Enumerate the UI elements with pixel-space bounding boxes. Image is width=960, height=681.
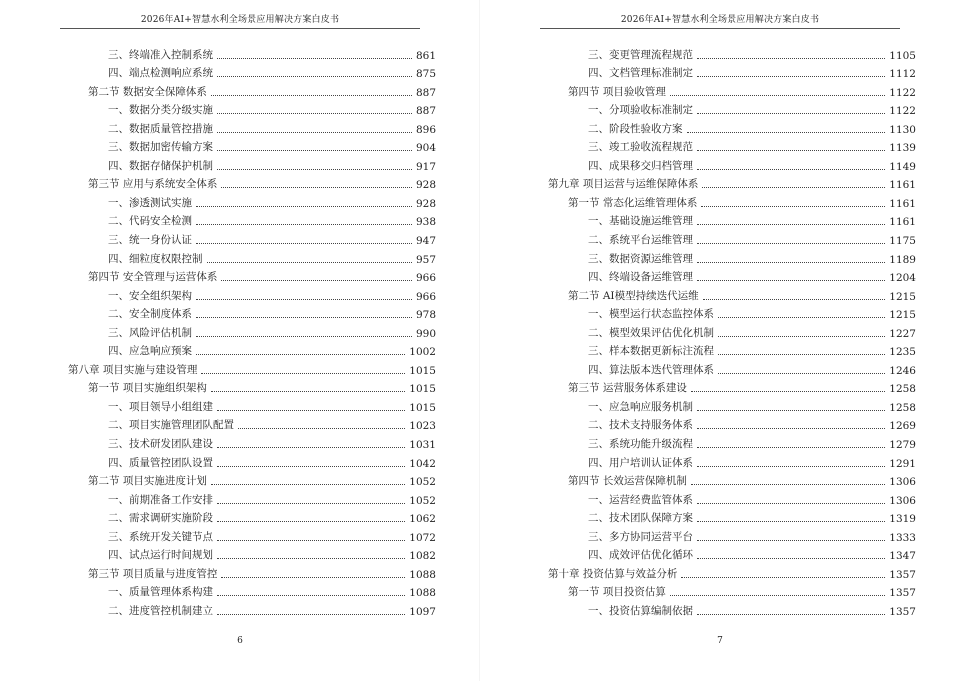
- toc-item[interactable]: [64, 321, 436, 340]
- toc-entry-page: 1139: [889, 142, 916, 155]
- dot-leader: [196, 243, 412, 244]
- toc-entry-page: 1258: [889, 401, 916, 414]
- toc-entry-title: 一、项目领导小组组建: [108, 400, 213, 413]
- toc-entry-page: 1097: [409, 605, 436, 618]
- toc-entry-title: 第四节 安全管理与运营体系: [88, 271, 218, 284]
- toc-item[interactable]: [544, 228, 916, 247]
- toc-entry-title: 四、用户培训认证体系: [588, 456, 693, 469]
- toc-entry-page: 1088: [409, 568, 436, 581]
- dot-leader: [211, 391, 405, 392]
- toc-entry-page: 1319: [889, 513, 916, 526]
- toc-entry-page: 1357: [889, 587, 916, 600]
- toc-entry-page: 1161: [889, 197, 916, 210]
- toc-item[interactable]: [544, 525, 916, 544]
- toc-section[interactable]: [64, 266, 436, 285]
- dot-leader: [217, 540, 405, 541]
- toc-entry-title: 三、终端准入控制系统: [108, 48, 213, 61]
- toc-entry-title: 四、成果移交归档管理: [588, 159, 693, 172]
- dot-leader: [697, 76, 885, 77]
- toc-item[interactable]: [64, 525, 436, 544]
- toc-entry-title: 第三节 应用与系统安全体系: [88, 178, 218, 191]
- dot-leader: [217, 132, 412, 133]
- toc-entry-page: 887: [415, 105, 436, 118]
- toc-entry-title: 三、数据加密传输方案: [108, 141, 213, 154]
- toc-entry-page: 1235: [889, 346, 916, 359]
- dot-leader: [718, 354, 885, 355]
- toc-entry-page: 1306: [889, 494, 916, 507]
- toc-entry-page: 1031: [409, 439, 436, 452]
- toc-entry-page: 938: [415, 216, 436, 229]
- toc-item[interactable]: [64, 414, 436, 433]
- dot-leader: [697, 521, 885, 522]
- toc-item[interactable]: [544, 599, 916, 618]
- toc-section[interactable]: [544, 284, 916, 303]
- toc-entry-title: 三、技术研发团队建设: [108, 438, 213, 451]
- toc-section[interactable]: [544, 80, 916, 99]
- toc-entry-page: 1161: [889, 216, 916, 229]
- toc-entry-title: 二、数据质量管控措施: [108, 122, 213, 135]
- toc-entry-title: 四、数据存储保护机制: [108, 159, 213, 172]
- toc-entry-page: 1015: [409, 383, 436, 396]
- toc-item[interactable]: [544, 340, 916, 359]
- toc-item[interactable]: [64, 303, 436, 322]
- toc-entry-title: 二、进度管控机制建立: [108, 604, 213, 617]
- dot-leader: [217, 503, 405, 504]
- dot-leader: [196, 224, 412, 225]
- dot-leader: [196, 354, 405, 355]
- toc-chapter[interactable]: [64, 358, 436, 377]
- toc-item[interactable]: [544, 62, 916, 81]
- toc-page-right: [480, 0, 960, 681]
- toc-entry-title: 一、运营经费监管体系: [588, 493, 693, 506]
- dot-leader: [697, 150, 885, 151]
- toc-entry-page: 1227: [889, 327, 916, 340]
- dot-leader: [217, 58, 412, 59]
- toc-entry-title: 四、质量管控团队设置: [108, 456, 213, 469]
- dot-leader: [670, 595, 885, 596]
- dot-leader: [697, 113, 885, 114]
- toc-entry-page: 1042: [409, 457, 436, 470]
- toc-entry-title: 第四节 长效运营保障机制: [568, 475, 687, 488]
- dot-leader: [718, 336, 885, 337]
- toc-entry-title: 第三节 运营服务体系建设: [568, 382, 687, 395]
- dot-leader: [217, 113, 412, 114]
- toc-item[interactable]: [64, 488, 436, 507]
- toc-entry-page: 928: [415, 197, 436, 210]
- toc-item[interactable]: [544, 507, 916, 526]
- toc-item[interactable]: [64, 228, 436, 247]
- toc-item[interactable]: [64, 395, 436, 414]
- toc-item[interactable]: [544, 395, 916, 414]
- toc-item[interactable]: [544, 488, 916, 507]
- toc-entry-title: 三、系统功能升级流程: [588, 438, 693, 451]
- toc-item[interactable]: [64, 507, 436, 526]
- toc-entry-page: 1002: [409, 346, 436, 359]
- dot-leader: [217, 150, 412, 151]
- dot-leader: [697, 614, 885, 615]
- toc-entry-page: 1258: [889, 383, 916, 396]
- toc-item[interactable]: [544, 136, 916, 155]
- toc-entry-page: 1269: [889, 420, 916, 433]
- dot-leader: [701, 206, 885, 207]
- toc-entry-title: 三、数据资源运维管理: [588, 252, 693, 265]
- dot-leader: [697, 447, 885, 448]
- toc-entry-page: 1023: [409, 420, 436, 433]
- toc-section[interactable]: [64, 562, 436, 581]
- toc-entry-title: 二、安全制度体系: [108, 308, 192, 321]
- toc-item[interactable]: [544, 210, 916, 229]
- toc-entry-page: 904: [415, 142, 436, 155]
- dot-leader: [221, 280, 412, 281]
- toc-section[interactable]: [544, 581, 916, 600]
- dot-leader: [211, 95, 412, 96]
- dot-leader: [217, 558, 405, 559]
- toc-entry-title: 第一节 项目实施组织架构: [88, 382, 207, 395]
- dot-leader: [238, 428, 405, 429]
- toc-item[interactable]: [64, 99, 436, 118]
- toc-item[interactable]: [64, 247, 436, 266]
- dot-leader: [221, 187, 412, 188]
- dot-leader: [691, 484, 885, 485]
- toc-entry-page: 928: [415, 179, 436, 192]
- toc-item[interactable]: [64, 284, 436, 303]
- toc-entry-title: 二、项目实施管理团队配置: [108, 419, 234, 432]
- toc-item[interactable]: [544, 544, 916, 563]
- dot-leader: [221, 577, 405, 578]
- toc-entry-page: 1052: [409, 494, 436, 507]
- toc-section[interactable]: [544, 470, 916, 489]
- toc-entry-title: 第二节 数据安全保障体系: [88, 85, 207, 98]
- dot-leader: [697, 410, 885, 411]
- toc-entry-title: 二、系统平台运维管理: [588, 234, 693, 247]
- toc-item[interactable]: [64, 581, 436, 600]
- page-number: 7: [717, 636, 723, 646]
- toc-entry-title: 一、数据分类分级实施: [108, 104, 213, 117]
- toc-entry-title: 一、质量管理体系构建: [108, 586, 213, 599]
- toc-entry-page: 861: [415, 49, 436, 62]
- toc-entry-title: 三、系统开发关键节点: [108, 530, 213, 543]
- toc-item[interactable]: [544, 43, 916, 62]
- toc-entry-title: 第八章 项目实施与建设管理: [68, 363, 198, 376]
- toc-item[interactable]: [64, 191, 436, 210]
- dot-leader: [703, 299, 886, 300]
- dot-leader: [681, 577, 885, 578]
- toc-item[interactable]: [544, 321, 916, 340]
- dot-leader: [702, 187, 885, 188]
- toc-entry-page: 1357: [889, 568, 916, 581]
- dot-leader: [687, 132, 886, 133]
- toc-entry-page: 947: [415, 235, 436, 248]
- toc-chapter[interactable]: [544, 173, 916, 192]
- toc-entry-page: 1082: [409, 550, 436, 563]
- toc-entry-title: 二、技术团队保障方案: [588, 512, 693, 525]
- toc-list: [64, 43, 436, 618]
- toc-entry-title: 二、代码安全检测: [108, 215, 192, 228]
- toc-item[interactable]: [544, 99, 916, 118]
- toc-entry-page: 917: [415, 160, 436, 173]
- toc-list: [544, 43, 916, 618]
- toc-item[interactable]: [544, 303, 916, 322]
- toc-entry-title: 三、变更管理流程规范: [588, 48, 693, 61]
- toc-entry-title: 第二节 AI模型持续迭代运维: [568, 289, 699, 302]
- dot-leader: [196, 336, 412, 337]
- toc-entry-page: 1122: [889, 105, 916, 118]
- dot-leader: [196, 317, 412, 318]
- toc-entry-page: 1130: [889, 123, 916, 136]
- toc-item[interactable]: [64, 43, 436, 62]
- toc-entry-page: 1062: [409, 513, 436, 526]
- toc-entry-page: 1204: [889, 272, 916, 285]
- toc-entry-title: 第四节 项目验收管理: [568, 85, 666, 98]
- toc-item[interactable]: [544, 154, 916, 173]
- dot-leader: [217, 466, 405, 467]
- toc-entry-page: 1357: [889, 605, 916, 618]
- toc-entry-title: 二、需求调研实施阶段: [108, 512, 213, 525]
- toc-section[interactable]: [544, 377, 916, 396]
- toc-entry-page: 1149: [889, 160, 916, 173]
- toc-entry-page: 978: [415, 309, 436, 322]
- dot-leader: [196, 299, 412, 300]
- header-rule: [60, 28, 420, 29]
- dot-leader: [697, 540, 885, 541]
- toc-entry-page: 966: [415, 272, 436, 285]
- dot-leader: [217, 521, 405, 522]
- toc-item[interactable]: [64, 117, 436, 136]
- toc-item[interactable]: [544, 117, 916, 136]
- toc-entry-page: 1015: [409, 401, 436, 414]
- toc-entry-title: 二、模型效果评估优化机制: [588, 326, 714, 339]
- toc-entry-page: 966: [415, 290, 436, 303]
- toc-entry-title: 三、风险评估机制: [108, 326, 192, 339]
- toc-entry-page: 1215: [889, 309, 916, 322]
- toc-entry-page: 1246: [889, 364, 916, 377]
- toc-entry-page: 1015: [409, 364, 436, 377]
- toc-entry-title: 一、分项验收标准制定: [588, 104, 693, 117]
- toc-entry-page: 1279: [889, 439, 916, 452]
- dot-leader: [697, 224, 885, 225]
- dot-leader: [697, 262, 885, 263]
- toc-entry-title: 二、技术支持服务体系: [588, 419, 693, 432]
- toc-entry-page: 875: [415, 68, 436, 81]
- toc-entry-title: 第十章 投资估算与效益分析: [548, 567, 678, 580]
- dot-leader: [670, 95, 885, 96]
- toc-item[interactable]: [544, 266, 916, 285]
- toc-entry-page: 1122: [889, 86, 916, 99]
- toc-entry-title: 一、渗透测试实施: [108, 196, 192, 209]
- toc-item[interactable]: [544, 358, 916, 377]
- toc-entry-title: 三、多方协同运营平台: [588, 530, 693, 543]
- toc-item[interactable]: [544, 451, 916, 470]
- toc-section[interactable]: [64, 470, 436, 489]
- toc-entry-title: 三、竣工验收流程规范: [588, 141, 693, 154]
- toc-item[interactable]: [64, 136, 436, 155]
- toc-entry-title: 三、样本数据更新标注流程: [588, 345, 714, 358]
- dot-leader: [697, 280, 885, 281]
- toc-item[interactable]: [64, 62, 436, 81]
- toc-item[interactable]: [64, 340, 436, 359]
- dot-leader: [718, 373, 885, 374]
- dot-leader: [217, 595, 405, 596]
- toc-entry-page: 1306: [889, 476, 916, 489]
- toc-entry-page: 1175: [889, 235, 916, 248]
- running-header: 2026年AI+智慧水利全场景应用解决方案白皮书: [140, 15, 340, 25]
- toc-entry-page: 957: [415, 253, 436, 266]
- toc-entry-title: 一、前期准备工作安排: [108, 493, 213, 506]
- toc-entry-page: 1112: [889, 68, 916, 81]
- toc-entry-page: 1161: [889, 179, 916, 192]
- dot-leader: [718, 317, 885, 318]
- dot-leader: [697, 169, 885, 170]
- toc-entry-title: 一、应急响应服务机制: [588, 400, 693, 413]
- dot-leader: [201, 373, 405, 374]
- toc-entry-page: 1088: [409, 587, 436, 600]
- toc-item[interactable]: [544, 432, 916, 451]
- toc-entry-page: 1189: [889, 253, 916, 266]
- toc-section[interactable]: [64, 377, 436, 396]
- toc-entry-title: 一、安全组织架构: [108, 289, 192, 302]
- toc-entry-title: 四、应急响应预案: [108, 345, 192, 358]
- toc-section[interactable]: [544, 191, 916, 210]
- toc-item[interactable]: [64, 432, 436, 451]
- toc-chapter[interactable]: [544, 562, 916, 581]
- toc-item[interactable]: [64, 154, 436, 173]
- toc-section[interactable]: [64, 173, 436, 192]
- dot-leader: [217, 447, 405, 448]
- toc-item[interactable]: [544, 247, 916, 266]
- toc-entry-title: 第二节 项目实施进度计划: [88, 475, 207, 488]
- toc-entry-title: 四、试点运行时间规划: [108, 549, 213, 562]
- toc-entry-page: 1072: [409, 531, 436, 544]
- dot-leader: [217, 614, 405, 615]
- toc-entry-page: 1105: [889, 49, 916, 62]
- toc-entry-page: 896: [415, 123, 436, 136]
- header-rule: [540, 28, 900, 29]
- toc-entry-title: 一、模型运行状态监控体系: [588, 308, 714, 321]
- dot-leader: [697, 503, 885, 504]
- toc-entry-title: 第九章 项目运营与运维保障体系: [548, 178, 699, 191]
- dot-leader: [217, 410, 405, 411]
- page-number: 6: [237, 636, 243, 646]
- toc-entry-title: 第三节 项目质量与进度管控: [88, 567, 218, 580]
- dot-leader: [196, 206, 412, 207]
- dot-leader: [211, 484, 405, 485]
- toc-item[interactable]: [64, 451, 436, 470]
- running-header: 2026年AI+智慧水利全场景应用解决方案白皮书: [620, 15, 820, 25]
- toc-entry-title: 四、终端设备运维管理: [588, 271, 693, 284]
- toc-section[interactable]: [64, 80, 436, 99]
- dot-leader: [697, 558, 885, 559]
- toc-entry-page: 1215: [889, 290, 916, 303]
- toc-entry-page: 1333: [889, 531, 916, 544]
- dot-leader: [207, 262, 412, 263]
- dot-leader: [697, 243, 885, 244]
- toc-entry-title: 一、基础设施运维管理: [588, 215, 693, 228]
- toc-entry-title: 二、阶段性验收方案: [588, 122, 683, 135]
- dot-leader: [697, 58, 885, 59]
- toc-item[interactable]: [64, 599, 436, 618]
- toc-entry-title: 四、文档管理标准制定: [588, 67, 693, 80]
- toc-entry-title: 四、细粒度权限控制: [108, 252, 203, 265]
- toc-entry-title: 三、统一身份认证: [108, 234, 192, 247]
- dot-leader: [217, 76, 412, 77]
- dot-leader: [691, 391, 885, 392]
- dot-leader: [697, 466, 885, 467]
- toc-entry-page: 1291: [889, 457, 916, 470]
- toc-entry-page: 1347: [889, 550, 916, 563]
- toc-entry-page: 887: [415, 86, 436, 99]
- toc-entry-title: 第一节 项目投资估算: [568, 586, 666, 599]
- toc-entry-title: 四、成效评估优化循环: [588, 549, 693, 562]
- toc-entry-title: 四、算法版本迭代管理体系: [588, 363, 714, 376]
- toc-entry-page: 990: [415, 327, 436, 340]
- dot-leader: [697, 428, 885, 429]
- toc-entry-title: 第一节 常态化运维管理体系: [568, 196, 698, 209]
- dot-leader: [217, 169, 412, 170]
- toc-entry-title: 一、投资估算编制依据: [588, 604, 693, 617]
- toc-item[interactable]: [64, 544, 436, 563]
- toc-entry-page: 1052: [409, 476, 436, 489]
- toc-item[interactable]: [544, 414, 916, 433]
- toc-entry-title: 四、端点检测响应系统: [108, 67, 213, 80]
- toc-item[interactable]: [64, 210, 436, 229]
